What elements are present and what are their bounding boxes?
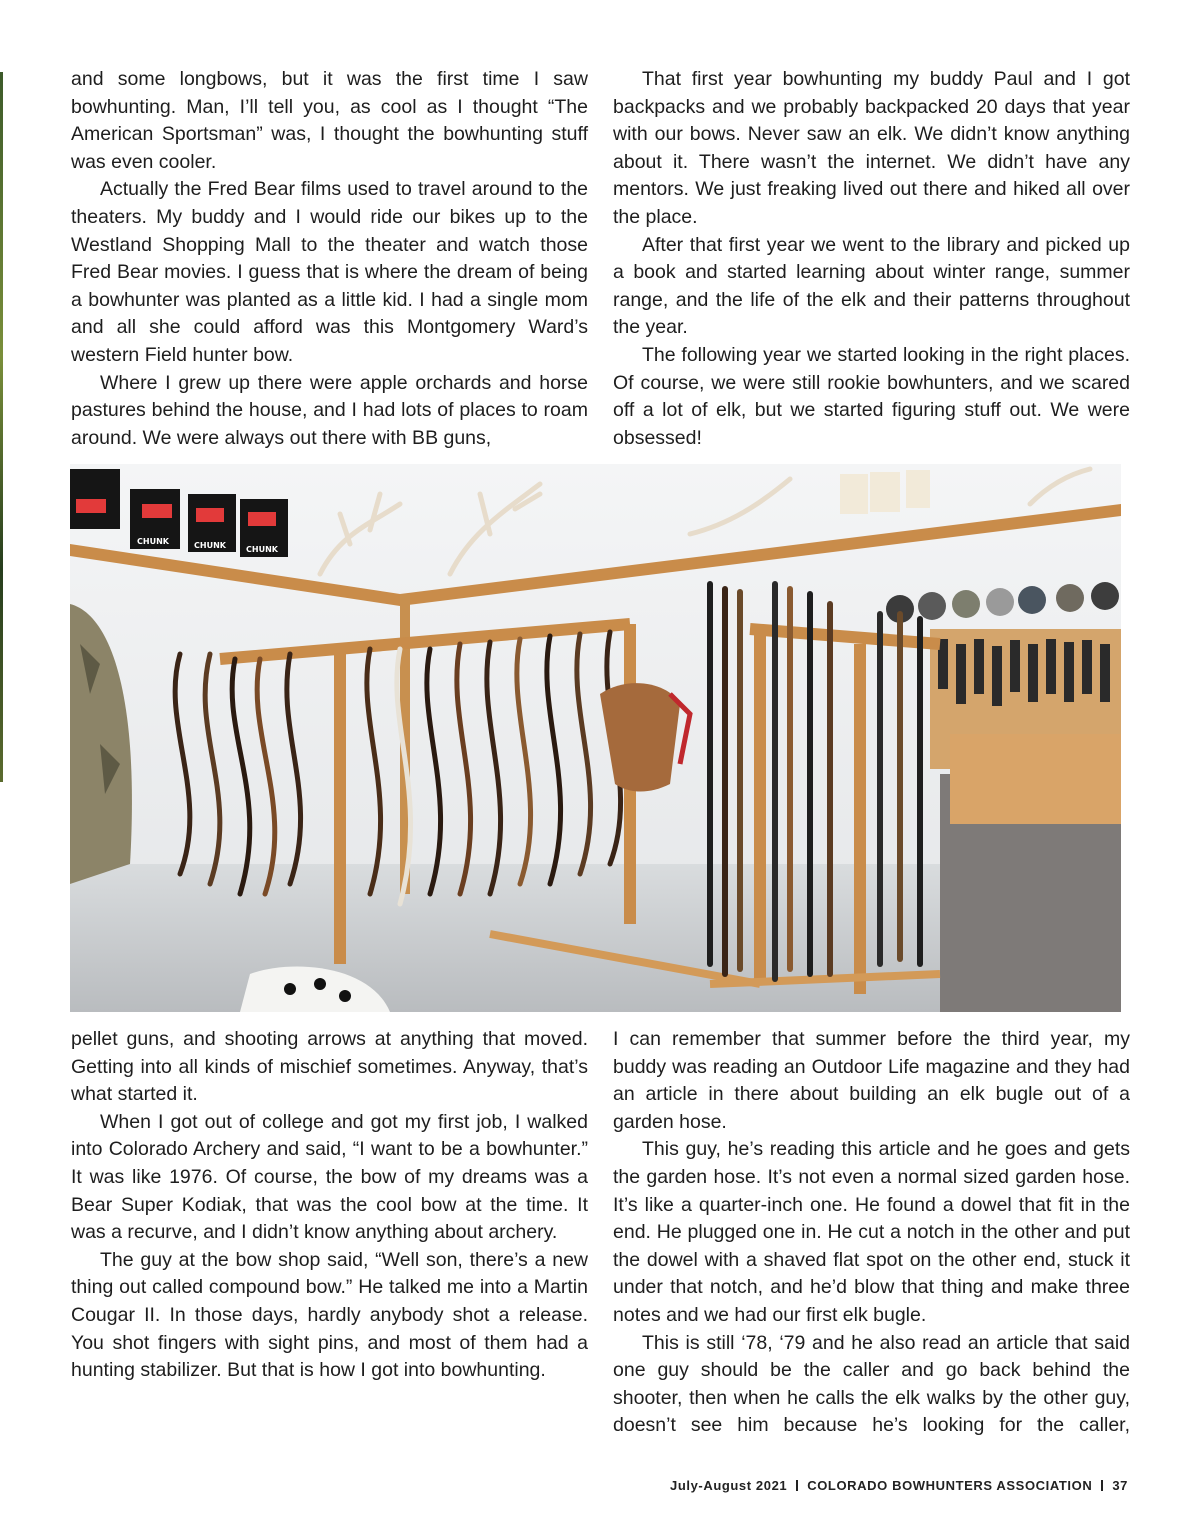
- article-column-right-bottom: [613, 1026, 1130, 1440]
- footer-issue: July-August 2021: [669, 1478, 788, 1493]
- article-column-left-bottom: [71, 1026, 588, 1385]
- footer-publication: COLORADO BOWHUNTERS ASSOCIATION: [807, 1478, 1093, 1493]
- edge-color-strip: [0, 72, 3, 782]
- article-paragraph: pellet guns, and shooting arrows at anything that moved. Getting into all kinds of mischief sometimes. Anyway, that’s what started it.: [71, 1028, 588, 1106]
- article-paragraph: Where I grew up there were apple orchards and horse pastures behind the house, and I had lots of places to roam around. We were always out there with BB guns,: [71, 371, 588, 449]
- target-label: CHUNK: [194, 541, 226, 550]
- page-footer: [670, 1478, 1128, 1493]
- article-paragraph: That first year bowhunting my buddy Paul and I got backpacks and we probably backpacked 20 days that year with our bows. Never saw an elk. We didn’t know anything about it. There wasn’t the internet. We didn’t have any mentors. We just freaking lived out there and hiked all over the place.: [613, 68, 1130, 228]
- archery-shop-photo: [70, 464, 1121, 1012]
- footer-separator: [796, 1480, 798, 1491]
- article-paragraph: This is still ‘78, ‘79 and he also read an article that said one guy should be the caller and go back behind the shooter, then when he calls the elk walks by the other guy, doesn’t see him because he’s looking for the caller,: [613, 1331, 1130, 1437]
- article-paragraph: I can remember that summer before the third year, my buddy was reading an Outdoor Life magazine and they had an article in there about building an elk bugle out of a garden hose.: [613, 1028, 1130, 1133]
- article-paragraph: After that first year we went to the library and picked up a book and started learning about winter range, summer range, and the life of the elk and their patterns throughout the year.: [613, 233, 1130, 339]
- footer-separator: [1101, 1480, 1103, 1491]
- article-paragraph: The following year we started looking in the right places. Of course, we were still rookie bowhunters, and we scared off a lot of elk, but we started figuring stuff out. We were obsessed!: [613, 343, 1130, 449]
- page-number: 37: [1112, 1478, 1128, 1493]
- article-column-left-top: [71, 66, 588, 452]
- article-paragraph: and some longbows, but it was the first time I saw bowhunting. Man, I’ll tell you, as cool as I thought “The American Sportsman” was, I thought the bowhunting stuff was even cooler.: [71, 68, 588, 173]
- article-column-right-top: [613, 66, 1130, 452]
- target-label: CHUNK: [246, 545, 278, 554]
- target-label: CHUNK: [137, 537, 169, 546]
- article-paragraph: The guy at the bow shop said, “Well son, there’s a new thing out called compound bow.” He talked me into a Martin Cougar II. In those days, hardly anybody shot a release. You shot fingers with sight pins, and most of them had a hunting stabilizer. But that is how I got into bowhunting.: [71, 1248, 588, 1382]
- article-paragraph: This guy, he’s reading this article and he goes and gets the garden hose. It’s not even a normal sized garden hose. It’s like a quarter-inch one. He found a dowel that fit in the end. He plugged one in. He cut a notch in the other and put the dowel with a shaved flat spot on the other end, stuck it under that notch, and he’d blow that thing and make three notes and we had our first elk bugle.: [613, 1138, 1130, 1326]
- article-paragraph: When I got out of college and got my first job, I walked into Colorado Archery and said, “I want to be a bowhunter.” It was like 1976. Of course, the bow of my dreams was a Bear Super Kodiak, that was the cool bow at the time. It was a recurve, and I didn’t know anything about archery.: [71, 1110, 588, 1244]
- article-paragraph: Actually the Fred Bear films used to travel around to the theaters. My buddy and I would ride our bikes up to the Westland Shopping Mall to the theater and watch those Fred Bear movies. I guess that is where the dream of being a bowhunter was planted as a little kid. I had a single mom and all she could afford was this Montgomery Ward’s western Field hunter bow.: [71, 178, 588, 366]
